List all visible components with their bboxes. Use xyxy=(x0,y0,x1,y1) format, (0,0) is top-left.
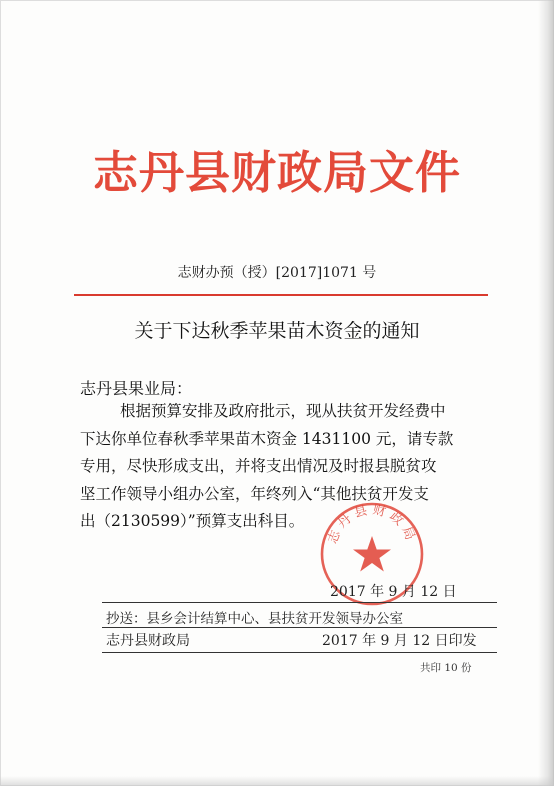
body-line: 根据预算安排及政府批示，现从扶贫开发经费中 xyxy=(120,402,446,420)
red-divider-line xyxy=(74,294,488,296)
print-date: 2017 年 9 月 12 日印发 xyxy=(322,633,477,649)
body-line: 下达你单位春秋季苹果苗木资金 1431100 元，请专款 xyxy=(80,429,454,448)
addressee: 志丹县果业局： xyxy=(80,379,193,398)
footer-rule-middle xyxy=(102,627,497,628)
signature-date: 2017 年 9 月 12 日 xyxy=(330,584,457,600)
scan-shadow-bottom xyxy=(0,776,554,786)
body-line: 出（2130599）”预算支出科目。 xyxy=(80,512,305,530)
copies-printed: 共印 10 份 xyxy=(420,662,472,674)
body-line: 坚工作领导小组办公室，年终列入“其他扶贫开发支 xyxy=(80,484,429,503)
document-number: 志财办预（授）[2017]1071 号 xyxy=(177,265,377,281)
document-header-title: 志丹县财政局文件 xyxy=(92,146,461,199)
footer-rule-bottom xyxy=(102,652,497,653)
scan-shadow-right xyxy=(538,0,554,786)
issuing-office: 志丹县财政局 xyxy=(106,633,190,649)
footer-rule-top xyxy=(102,602,497,603)
notice-title: 关于下达秋季苹果苗木资金的通知 xyxy=(134,320,420,342)
body-line: 专用，尽快形成支出，并将支出情况及时报县脱贫攻 xyxy=(80,457,437,475)
notice-body xyxy=(80,398,498,536)
cc-recipients: 抄送：县乡会计结算中心、县扶贫开发领导办公室 xyxy=(106,611,403,627)
svg-text:志丹县财政局: 志丹县财政局 xyxy=(325,502,419,547)
